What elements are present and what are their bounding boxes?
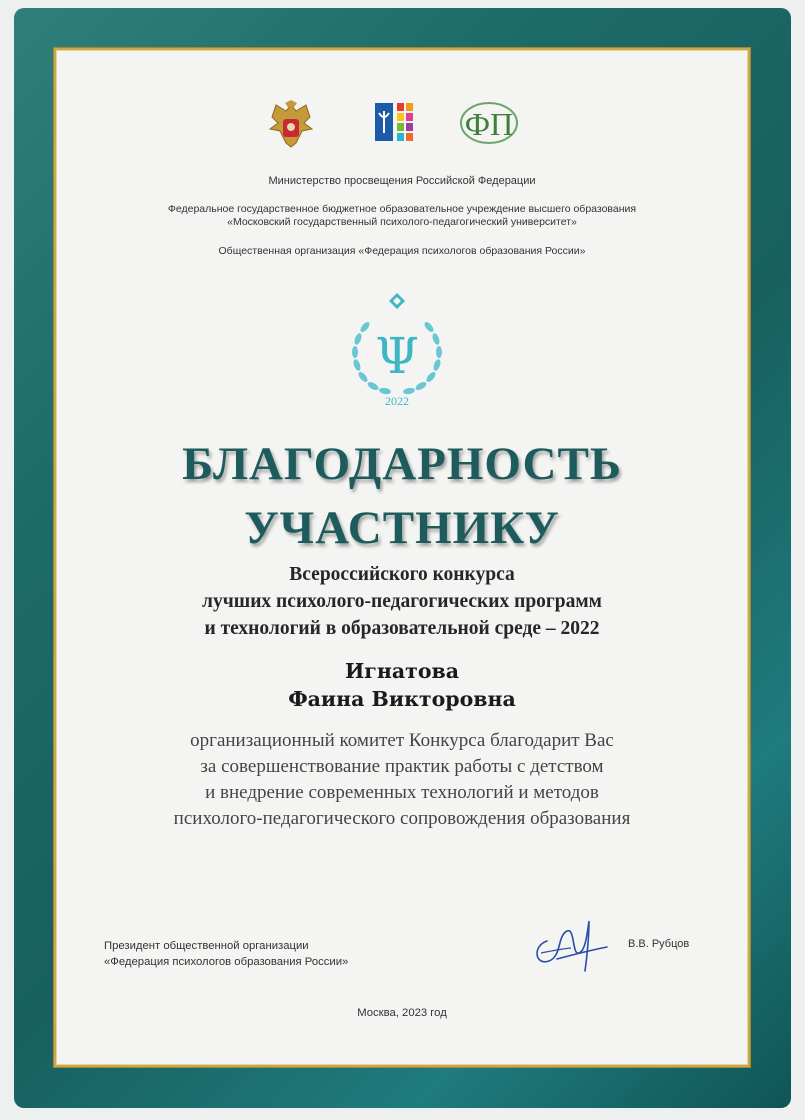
federation-logo-icon (457, 99, 521, 147)
federation-text: Общественная организация «Федерация психологов образования России» (218, 245, 586, 257)
recipient-given-names: Фаина Викторовна (288, 687, 516, 711)
university-line-1: Федеральное государственное бюджетное образовательное учреждение высшего образования (167, 203, 637, 215)
svg-text:2022: 2022 (385, 394, 409, 408)
university-logo-icon (373, 101, 417, 145)
recipient-surname: Игнатова (344, 659, 460, 683)
logo-row (57, 99, 747, 149)
svg-text:ФП: ФП (464, 106, 514, 142)
contest-line-2: лучших психолого-педагогических программ (202, 591, 602, 612)
contest-line-1: Всероссийского конкурса (289, 564, 515, 585)
handwritten-signature (527, 911, 617, 981)
thanks-line-2: за совершенствование практик работы с детством (200, 756, 604, 777)
contest-name (57, 561, 747, 642)
svg-text:Ψ: Ψ (375, 327, 419, 385)
psi-laurel-icon (345, 291, 449, 409)
university-text (57, 203, 747, 229)
title-line-2: УЧАСТНИКУ (244, 502, 560, 554)
title-line-1: БЛАГОДАРНОСТЬ (182, 438, 622, 490)
signatory-position (104, 938, 348, 970)
ministry-text: Министерство просвещения Российской Федерации (268, 175, 536, 187)
position-line-2: «Федерация психологов образования России» (104, 956, 349, 968)
thanks-line-1: организационный комитет Конкурса благодарит Вас (190, 730, 614, 751)
place-date: Москва, 2023 год (357, 1007, 447, 1019)
thanks-line-4: психолого-педагогического сопровождения образования (173, 808, 631, 829)
contest-line-3: и технологий в образовательной среде – 2022 (204, 618, 600, 639)
coat-of-arms-icon (266, 99, 316, 151)
signatory-name: В.В. Рубцов (628, 938, 690, 950)
recipient-name (57, 657, 747, 713)
university-line-2: «Московский государственный психолого-педагогический университет» (227, 216, 577, 228)
position-line-1: Президент общественной организации (104, 940, 309, 952)
thanks-text (57, 728, 747, 832)
thanks-line-3: и внедрение современных технологий и методов (205, 782, 599, 803)
certificate-sheet (57, 51, 747, 1064)
